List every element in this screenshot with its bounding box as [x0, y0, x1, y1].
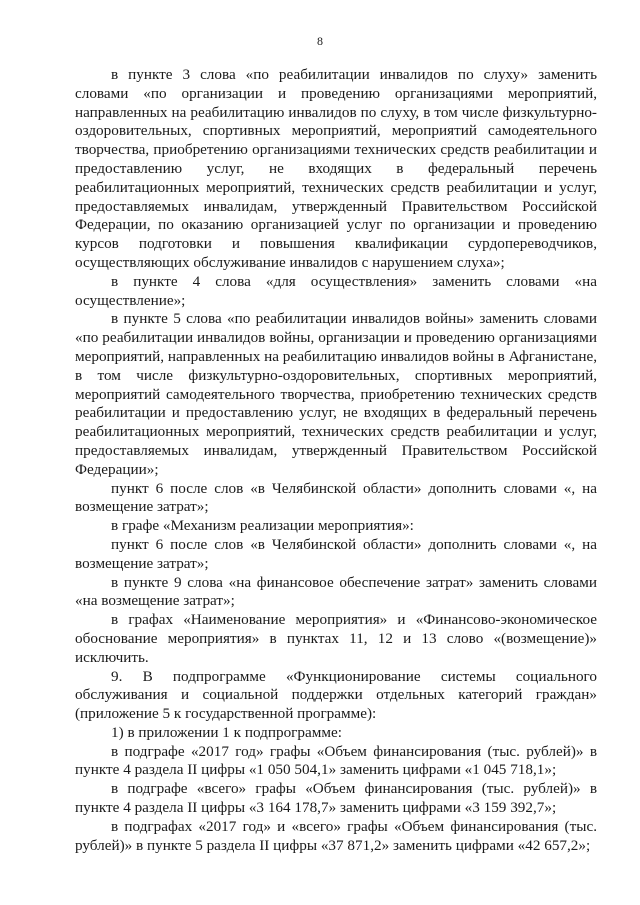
paragraph-item-6: пункт 6 после слов «в Челябинской области» дополнить словами «, на возмещение затрат»;: [75, 479, 597, 516]
paragraph-2017-item-4: в подграфе «2017 год» графы «Объем финансирования (тыс. рублей)» в пункте 4 раздела II цифры «1 050 504,1» заменить цифрами «1 045 718,1»;: [75, 742, 597, 779]
paragraph-section-9: 9. В подпрограмме «Функционирование системы социального обслуживания и социальной поддержки отдельных категорий граждан» (приложение 5 к государственной программе):: [75, 667, 597, 723]
paragraph-item-6-mechanism: пункт 6 после слов «в Челябинской области» дополнить словами «, на возмещение затрат»;: [75, 535, 597, 572]
page-number: 8: [317, 34, 323, 48]
paragraph-item-5-war-invalids: в пункте 5 слова «по реабилитации инвалидов войны» заменить словами «по реабилитации инвалидов войны, организации и проведению организациями мероприятий, направленных на реабилитацию инвалидов войны в Афганистане, в том числе физкультурно-оздоровительных, спортивных мероприятий, мероприятий самодеятельного творчества, приобретению технических средств реабилитации и предоставлению услуг, не входящих в федеральный перечень реабилитационных мероприятий, технических средств реабилитации и услуг, предоставляемых инвалидам, утвержденный Правительством Российской Федерации»;: [75, 310, 597, 478]
paragraph-item-4: в пункте 4 слова «для осуществления» заменить словами «на осуществление»;: [75, 272, 597, 309]
paragraph-mechanism-column: в графе «Механизм реализации мероприятия»:: [111, 517, 414, 535]
paragraph-item-5-figures: в подграфах «2017 год» и «всего» графы «Объем финансирования (тыс. рублей)» в пункте 5 раздела II цифры «37 871,2» заменить цифрами «42 657,2»;: [75, 817, 597, 854]
paragraph-item-9: в пункте 9 слова «на финансовое обеспечение затрат» заменить словами «на возмещение затрат»;: [75, 573, 597, 610]
paragraph-total-item-4: в подграфе «всего» графы «Объем финансирования (тыс. рублей)» в пункте 4 раздела II цифры «3 164 178,7» заменить цифрами «3 159 392,7»;: [75, 780, 597, 817]
paragraph-annex-1: 1) в приложении 1 к подпрограмме:: [111, 723, 342, 741]
paragraph-item-3-hearing: в пункте 3 слова «по реабилитации инвалидов по слуху» заменить словами «по организации и проведению организациями мероприятий, направленных на реабилитацию инвалидов по слуху, в том числе физкультурно-оздоровительных, спортивных мероприятий, мероприятий самодеятельного творчества, приобретению организациями технических средств реабилитации и предоставлению услуг, не входящих в федеральный перечень реабилитационных мероприятий, технических средств реабилитации и услуг, предоставляемых инвалидам, утвержденный Правительством Российской Федерации, по оказанию организацией услуг по организации и проведению курсов подготовки и повышения квалификации сурдопереводчиков, осуществляющих обслуживание инвалидов с нарушением слуха»;: [75, 66, 597, 271]
document-body: [75, 66, 597, 855]
paragraph-items-11-13: в графах «Наименование мероприятия» и «Финансово-экономическое обоснование мероприятия» в пунктах 11, 12 и 13 слово «(возмещение)» исключить.: [75, 611, 597, 666]
